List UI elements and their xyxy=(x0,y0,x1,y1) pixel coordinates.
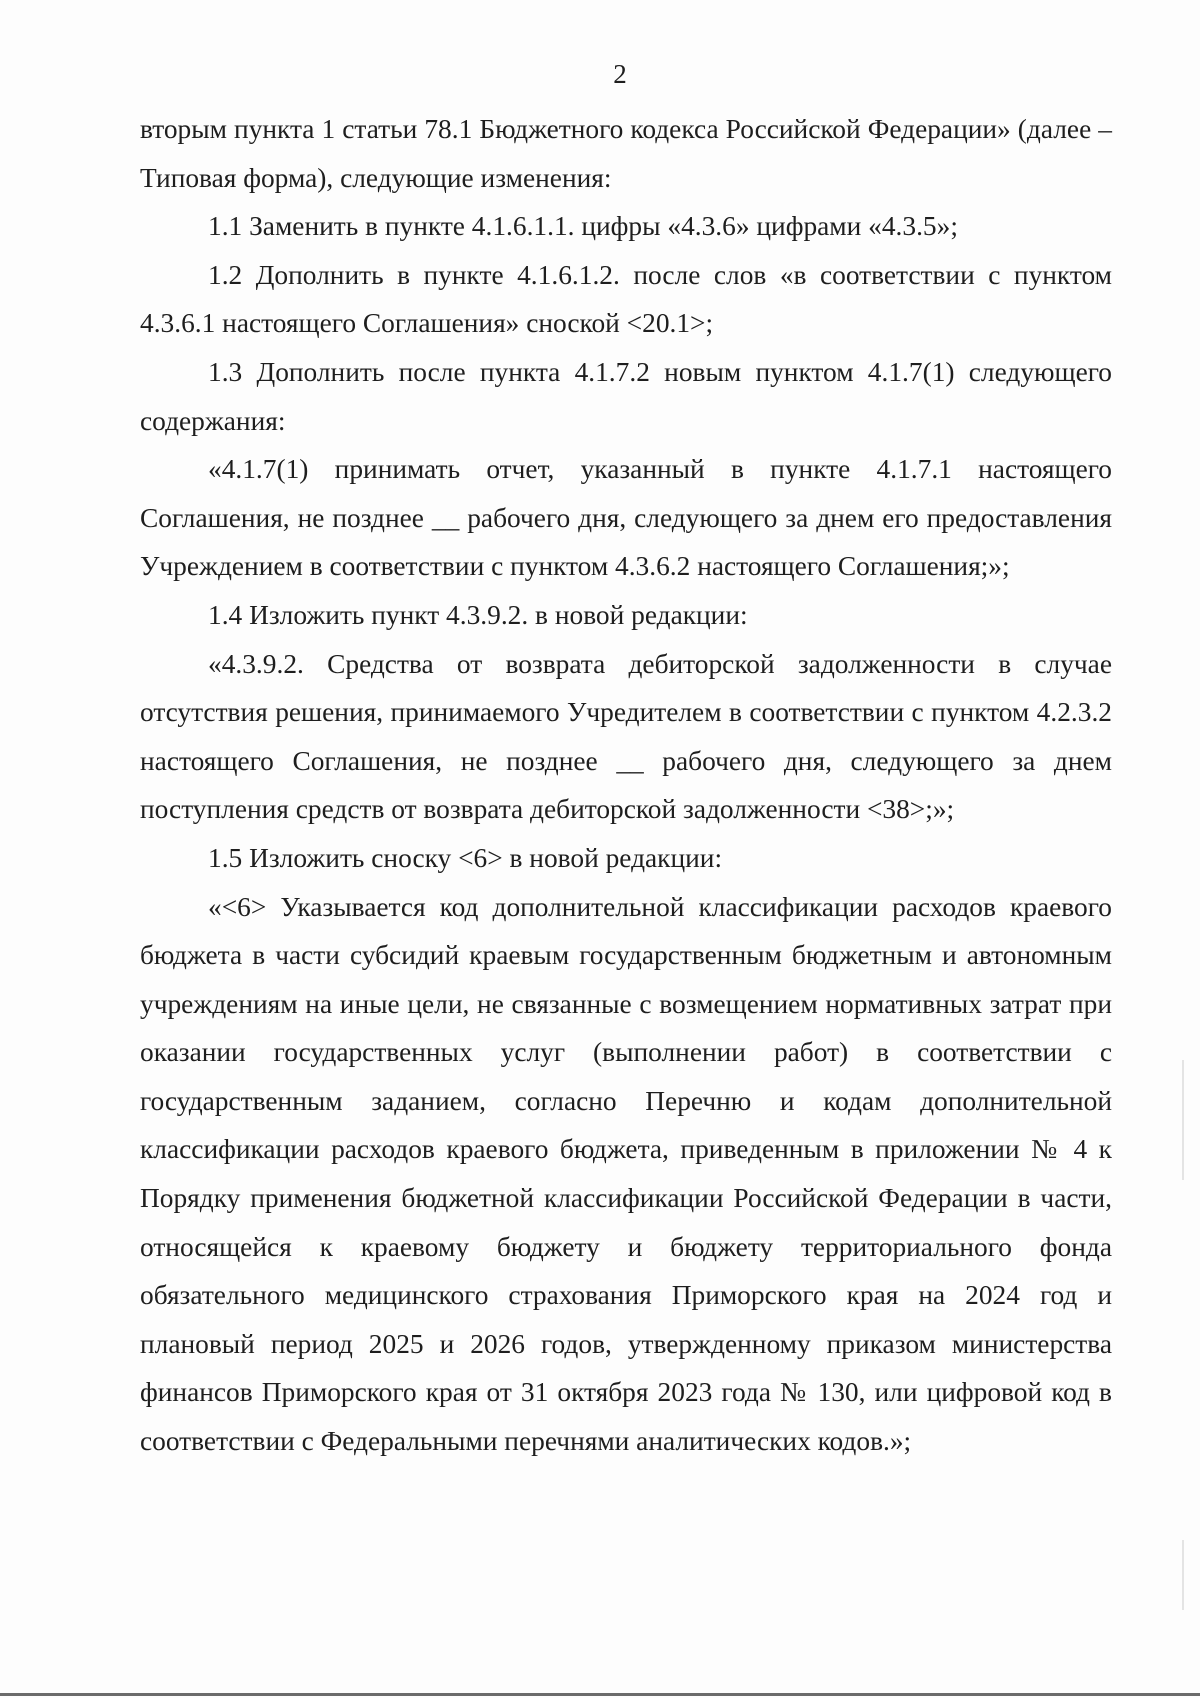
paragraph-item-1-4: 1.4 Изложить пункт 4.3.9.2. в новой редакции: xyxy=(208,599,748,630)
paragraph-quote-4-1-7-1: «4.1.7(1) принимать отчет, указанный в пункте 4.1.7.1 настоящего Соглашения, не позднее __ рабочего дня, следующего за днем его предоставления Учреждением в соответствии с пунктом 4.3.6.2 настоящего Соглашения;»; xyxy=(140,454,1112,582)
document-body xyxy=(140,105,1112,1466)
scan-artifact xyxy=(1182,1540,1184,1610)
paragraph-quote-4-3-9-2: «4.3.9.2. Средства от возврата дебиторской задолженности в случае отсутствия решения, принимаемого Учредителем в соответствии с пунктом 4.2.3.2 настоящего Соглашения, не позднее __ рабочего дня, следующего за днем поступления средств от возврата дебиторской задолженности <38>;»; xyxy=(140,648,1112,825)
paragraph-item-1-5: 1.5 Изложить сноску <6> в новой редакции: xyxy=(208,842,723,873)
scan-artifact xyxy=(1182,1060,1184,1180)
bottom-scan-edge xyxy=(0,1693,1200,1696)
paragraph-quote-footnote-6: «<6> Указывается код дополнительной классификации расходов краевого бюджета в части субсидий краевым государственным бюджетным и автономным учреждениям на иные цели, не связанные с возмещением нормативных затрат при оказании государственных услуг (выполнении работ) в соответствии с государственным заданием, согласно Перечню и кодам дополнительной классификации расходов краевого бюджета, приведенным в приложении № 4 к Порядку применения бюджетной классификации Российской Федерации в части, относящейся к краевому бюджету и бюджету территориального фонда обязательного медицинского страхования Приморского края на 2024 год и плановый период 2025 и 2026 годов, утвержденному приказом министерства финансов Приморского края от 31 октября 2023 года № 130, или цифровой код в соответствии с Федеральными перечнями аналитических кодов.»; xyxy=(140,891,1112,1457)
page-number: 2 xyxy=(613,59,627,89)
paragraph-item-1-1: 1.1 Заменить в пункте 4.1.6.1.1. цифры «4.3.6» цифрами «4.3.5»; xyxy=(208,211,958,242)
paragraph-item-1-2: 1.2 Дополнить в пункте 4.1.6.1.2. после слов «в соответствии с пунктом 4.3.6.1 настоящего Соглашения» сноской <20.1>; xyxy=(140,259,1112,339)
paragraph-continuation: вторым пункта 1 статьи 78.1 Бюджетного кодекса Российской Федерации» (далее – Типовая форма), следующие изменения: xyxy=(140,114,1112,193)
paragraph-item-1-3: 1.3 Дополнить после пункта 4.1.7.2 новым пунктом 4.1.7(1) следующего содержания: xyxy=(140,356,1112,436)
